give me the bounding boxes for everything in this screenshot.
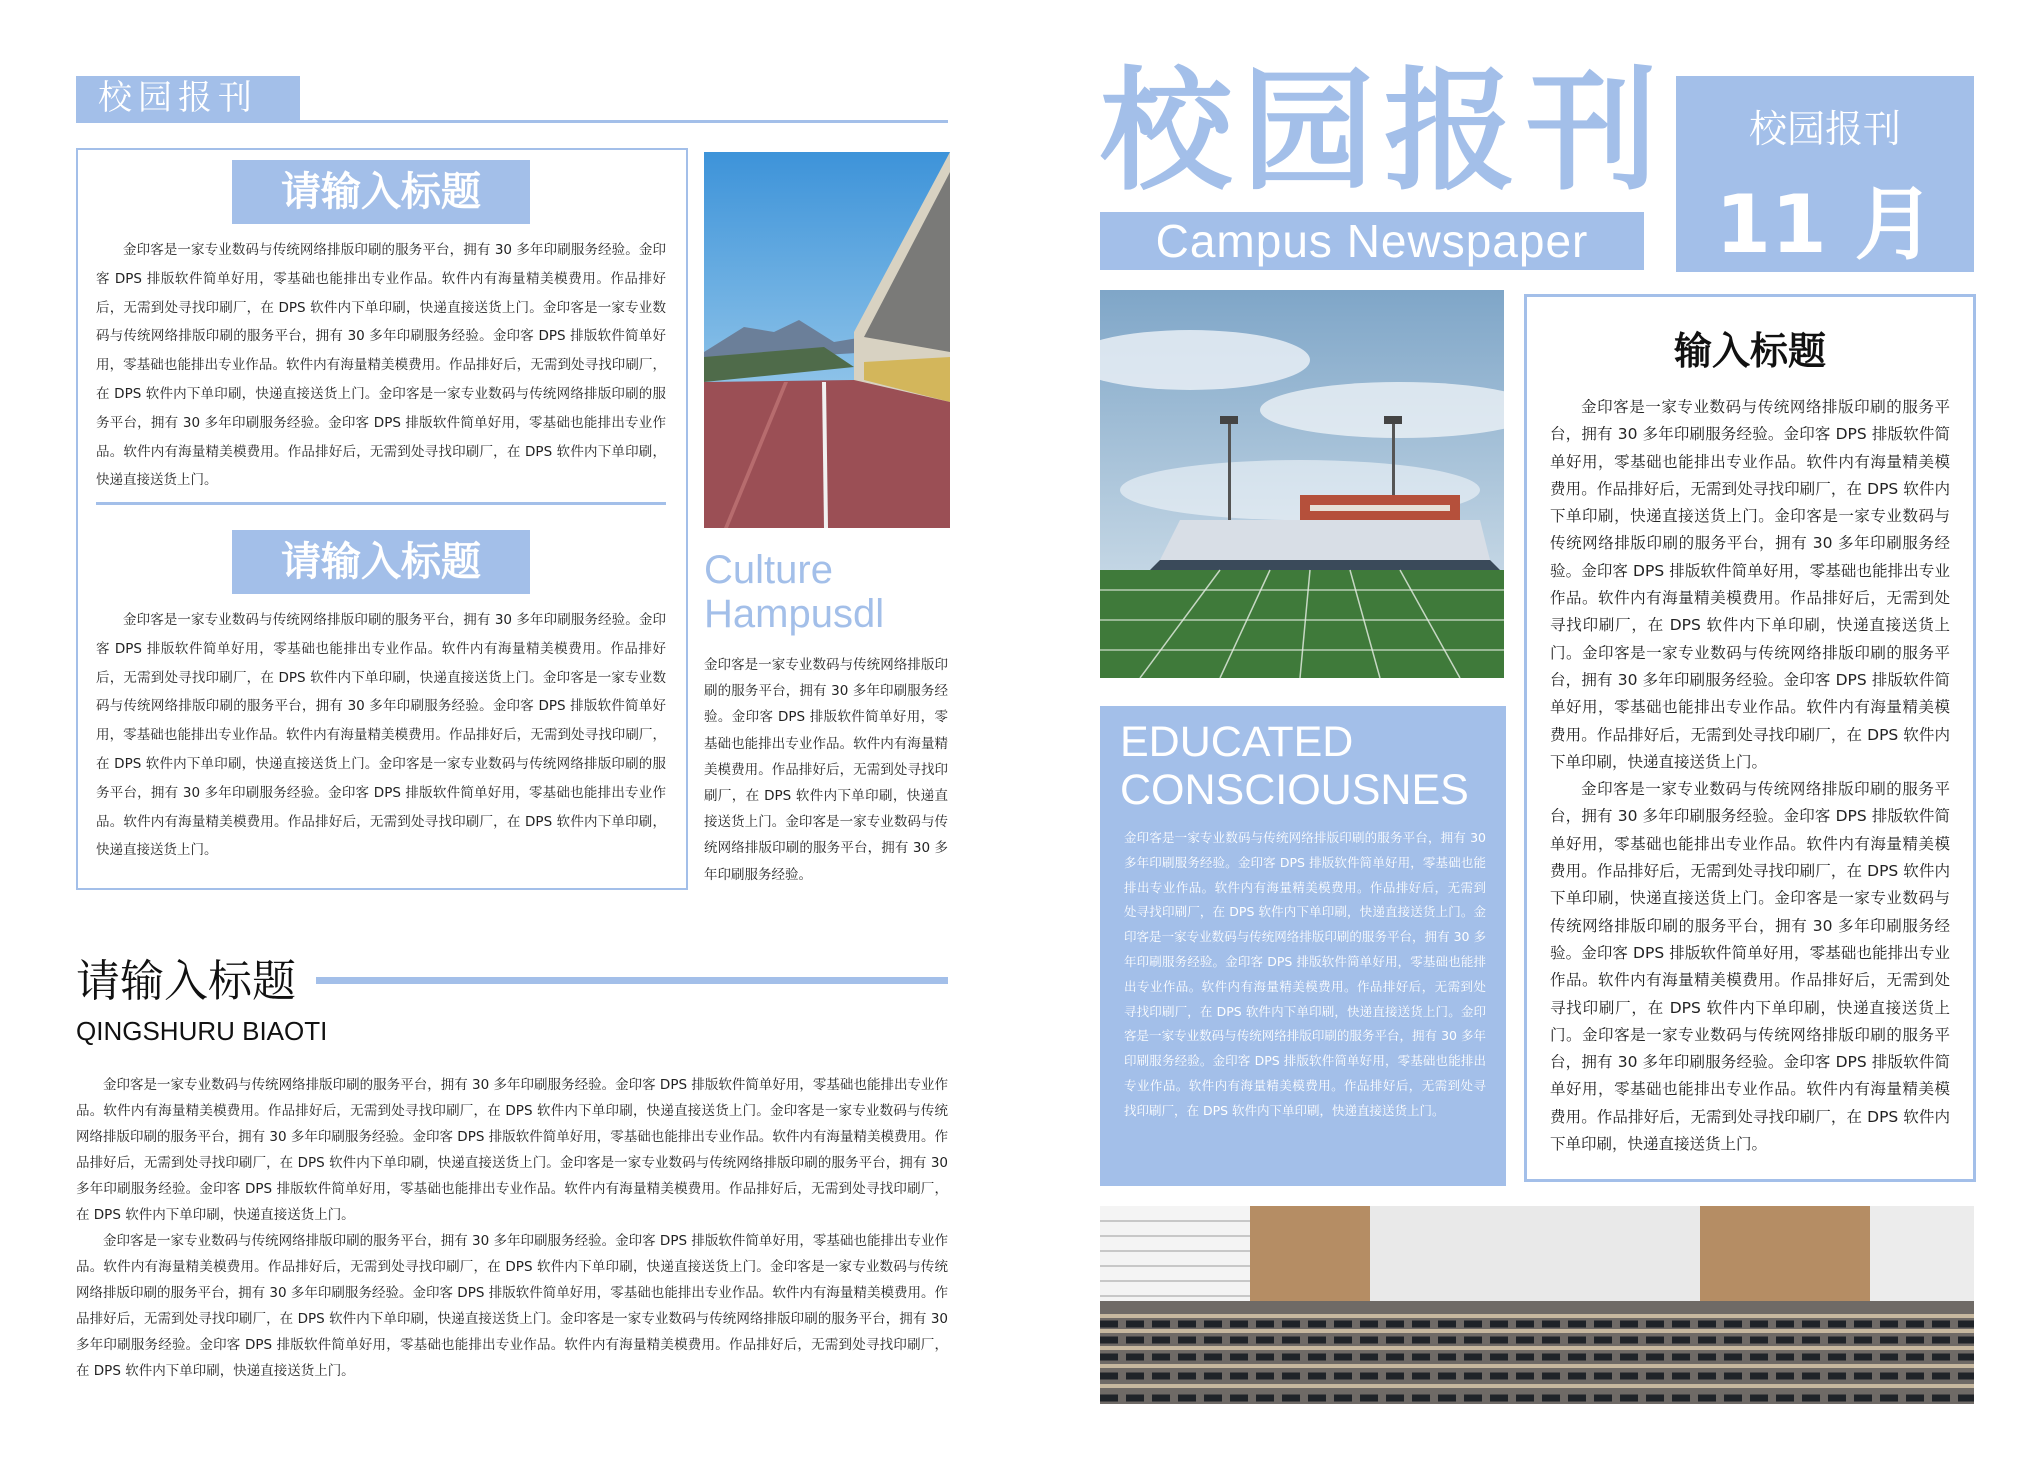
right-article-title: 输入标题: [1673, 329, 1826, 373]
educated-title-line-1: EDUCATED: [1120, 718, 1354, 766]
issue-month: 11 月刊: [1715, 178, 1935, 386]
section-paragraph-2: 金印客是一家专业数码与传统网络排版印刷的服务平台，拥有 30 多年印刷服务经验。金印客 DPS 排版软件简单好用，零基础也能排出专业作品。软件内有海量精美模费用。作品排好后，无需到处寻找印刷厂，在 DPS 软件内下单印刷，快递直接送货上门。金印客是一家专业数码与传统网络排版印刷的服务平台，拥有 30 多年印刷服务经验。金印客 DPS 排版软件简单好用，零基础也能排出专业作品。软件内有海量精美模费用。作品排好后，无需到处寻找印刷厂，在 DPS 软件内下单印刷，快递直接送货上门。金印客是一家专业数码与传统网络排版印刷的服务平台，拥有 30 多年印刷服务经验。金印客 DPS 排版软件简单好用，零基础也能排出专业作品。软件内有海量精美模费用。作品排好后，无需到处寻找印刷厂，在 DPS 软件内下单印刷，快递直接送货上门。: [76, 1233, 948, 1379]
issue-label: 校园报刊: [1748, 107, 1901, 151]
section-body: [76, 1072, 948, 1384]
culture-title: [704, 548, 964, 636]
box-divider: [96, 502, 666, 505]
right-article-paragraph-1: 金印客是一家专业数码与传统网络排版印刷的服务平台，拥有 30 多年印刷服务经验。金印客 DPS 排版软件简单好用，零基础也能排出专业作品。软件内有海量精美模费用。作品排好后，无需到处寻找印刷厂，在 DPS 软件内下单印刷，快递直接送货上门。金印客是一家专业数码与传统网络排版印刷的服务平台，拥有 30 多年印刷服务经验。金印客 DPS 排版软件简单好用，零基础也能排出专业作品。软件内有海量精美模费用。作品排好后，无需到处寻找印刷厂，在 DPS 软件内下单印刷，快递直接送货上门。金印客是一家专业数码与传统网络排版印刷的服务平台，拥有 30 多年印刷服务经验。金印客 DPS 排版软件简单好用，零基础也能排出专业作品。软件内有海量精美模费用。作品排好后，无需到处寻找印刷厂，在 DPS 软件内下单印刷，快递直接送货上门。: [1550, 398, 1950, 771]
section-subtitle: QINGSHURU BIAOTI: [76, 1016, 328, 1046]
section-title: 请输入标题: [76, 956, 296, 1007]
box-article-1-body: 金印客是一家专业数码与传统网络排版印刷的服务平台，拥有 30 多年印刷服务经验。金印客 DPS 排版软件简单好用，零基础也能排出专业作品。软件内有海量精美模费用。作品排好后，无需到处寻找印刷厂，在 DPS 软件内下单印刷，快递直接送货上门。金印客是一家专业数码与传统网络排版印刷的服务平台，拥有 30 多年印刷服务经验。金印客 DPS 排版软件简单好用，零基础也能排出专业作品。软件内有海量精美模费用。作品排好后，无需到处寻找印刷厂，在 DPS 软件内下单印刷，快递直接送货上门。金印客是一家专业数码与传统网络排版印刷的服务平台，拥有 30 多年印刷服务经验。金印客 DPS 排版软件简单好用，零基础也能排出专业作品。软件内有海量精美模费用。作品排好后，无需到处寻找印刷厂，在 DPS 软件内下单印刷，快递直接送货上门。: [96, 242, 666, 489]
box-article-1-title: 请输入标题: [232, 160, 530, 224]
culture-title-line-2: Hampusdl: [704, 592, 885, 636]
box-article-2-body: 金印客是一家专业数码与传统网络排版印刷的服务平台，拥有 30 多年印刷服务经验。金印客 DPS 排版软件简单好用，零基础也能排出专业作品。软件内有海量精美模费用。作品排好后，无需到处寻找印刷厂，在 DPS 软件内下单印刷，快递直接送货上门。金印客是一家专业数码与传统网络排版印刷的服务平台，拥有 30 多年印刷服务经验。金印客 DPS 排版软件简单好用，零基础也能排出专业作品。软件内有海量精美模费用。作品排好后，无需到处寻找印刷厂，在 DPS 软件内下单印刷，快递直接送货上门。金印客是一家专业数码与传统网络排版印刷的服务平台，拥有 30 多年印刷服务经验。金印客 DPS 排版软件简单好用，零基础也能排出专业作品。软件内有海量精美模费用。作品排好后，无需到处寻找印刷厂，在 DPS 软件内下单印刷，快递直接送货上门。: [96, 612, 666, 859]
lecture-hall-photo: [1100, 1206, 1974, 1404]
culture-body: 金印客是一家专业数码与传统网络排版印刷的服务平台，拥有 30 多年印刷服务经验。金印客 DPS 排版软件简单好用，零基础也能排出专业作品。软件内有海量精美模费用。作品排好后，无需到处寻找印刷厂，在 DPS 软件内下单印刷，快递直接送货上门。金印客是一家专业数码与传统网络排版印刷的服务平台，拥有 30 多年印刷服务经验。: [704, 657, 948, 883]
section-title-rule: [316, 977, 948, 984]
educated-title-line-2: CONSCIOUSNES: [1120, 766, 1469, 814]
educated-title: [1120, 718, 1500, 814]
section-paragraph-1: 金印客是一家专业数码与传统网络排版印刷的服务平台，拥有 30 多年印刷服务经验。金印客 DPS 排版软件简单好用，零基础也能排出专业作品。软件内有海量精美模费用。作品排好后，无需到处寻找印刷厂，在 DPS 软件内下单印刷，快递直接送货上门。金印客是一家专业数码与传统网络排版印刷的服务平台，拥有 30 多年印刷服务经验。金印客 DPS 排版软件简单好用，零基础也能排出专业作品。软件内有海量精美模费用。作品排好后，无需到处寻找印刷厂，在 DPS 软件内下单印刷，快递直接送货上门。金印客是一家专业数码与传统网络排版印刷的服务平台，拥有 30 多年印刷服务经验。金印客 DPS 排版软件简单好用，零基础也能排出专业作品。软件内有海量精美模费用。作品排好后，无需到处寻找印刷厂，在 DPS 软件内下单印刷，快递直接送货上门。: [76, 1077, 948, 1223]
running-track-photo: [704, 152, 950, 528]
left-header-tab: 校园报刊: [76, 76, 300, 120]
educated-paragraph: 金印客是一家专业数码与传统网络排版印刷的服务平台，拥有 30 多年印刷服务经验。金印客 DPS 排版软件简单好用，零基础也能排出专业作品。软件内有海量精美模费用。作品排好后，无需到处寻找印刷厂，在 DPS 软件内下单印刷，快递直接送货上门。金印客是一家专业数码与传统网络排版印刷的服务平台，拥有 30 多年印刷服务经验。金印客 DPS 排版软件简单好用，零基础也能排出专业作品。软件内有海量精美模费用。作品排好后，无需到处寻找印刷厂，在 DPS 软件内下单印刷，快递直接送货上门。金印客是一家专业数码与传统网络排版印刷的服务平台，拥有 30 多年印刷服务经验。金印客 DPS 排版软件简单好用，零基础也能排出专业作品。软件内有海量精美模费用。作品排好后，无需到处寻找印刷厂，在 DPS 软件内下单印刷，快递直接送货上门。: [1124, 830, 1486, 1118]
right-article-paragraph-2: 金印客是一家专业数码与传统网络排版印刷的服务平台，拥有 30 多年印刷服务经验。金印客 DPS 排版软件简单好用，零基础也能排出专业作品。软件内有海量精美模费用。作品排好后，无需到处寻找印刷厂，在 DPS 软件内下单印刷，快递直接送货上门。金印客是一家专业数码与传统网络排版印刷的服务平台，拥有 30 多年印刷服务经验。金印客 DPS 排版软件简单好用，零基础也能排出专业作品。软件内有海量精美模费用。作品排好后，无需到处寻找印刷厂，在 DPS 软件内下单印刷，快递直接送货上门。金印客是一家专业数码与传统网络排版印刷的服务平台，拥有 30 多年印刷服务经验。金印客 DPS 排版软件简单好用，零基础也能排出专业作品。软件内有海量精美模费用。作品排好后，无需到处寻找印刷厂，在 DPS 软件内下单印刷，快递直接送货上门。: [1550, 780, 1950, 1154]
left-header-rule: [76, 120, 948, 123]
campus-newspaper-bar: Campus Newspaper: [1100, 212, 1644, 270]
masthead-title: 校园报刊: [1100, 55, 1668, 209]
stadium-photo: [1100, 290, 1504, 678]
box-article-2-title: 请输入标题: [232, 530, 530, 594]
culture-title-line-1: Culture: [704, 548, 833, 592]
right-article-body: [1550, 394, 1950, 1158]
educated-body: [1124, 826, 1486, 1124]
